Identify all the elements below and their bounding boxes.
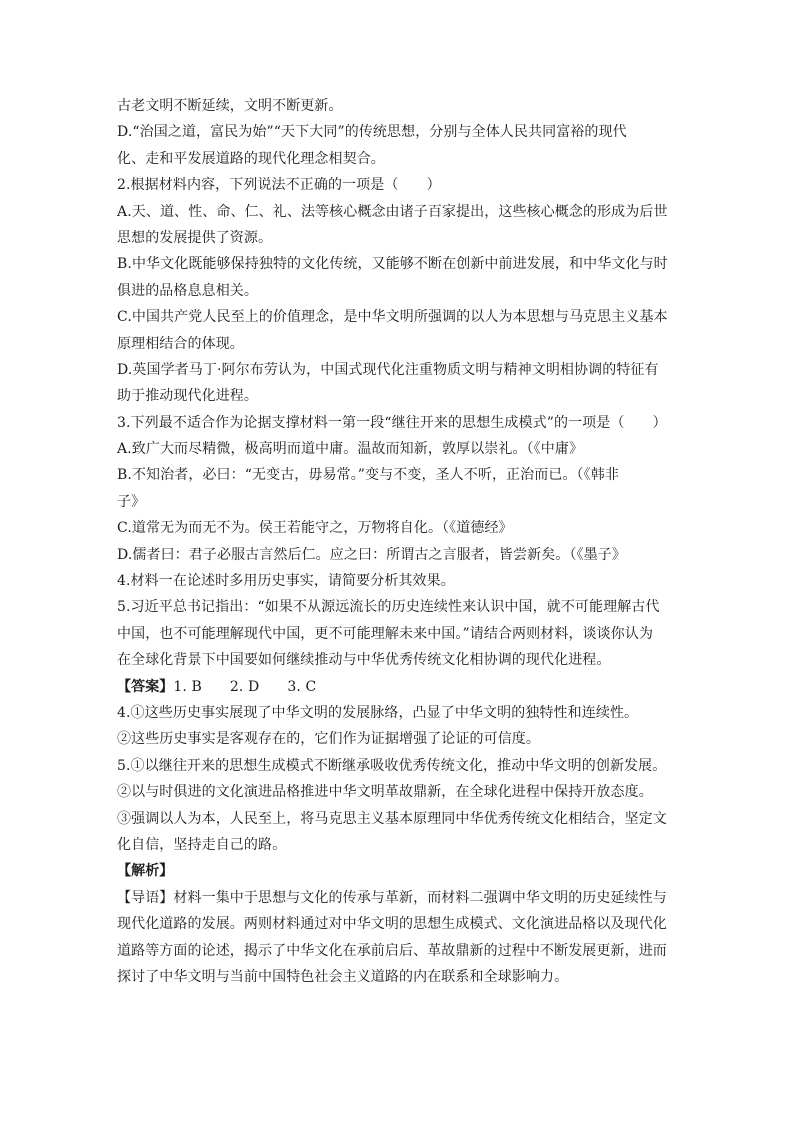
answer-item: 1. B [173,678,202,695]
answer-5-point-2: ②以与时俱进的文化演进品格推进中华文明革故鼎新，在全球化进程中保持开放态度。 [117,784,653,801]
text-line: 化、走和平发展道路的现代化理念相契合。 [117,150,385,167]
option-a-line: A.致广大而尽精微，极高明而道中庸。温故而知新，敦厚以崇礼。（《中庸》 [117,441,584,458]
text-line: 原理相结合的体现。 [117,335,244,352]
answer-4-point-2: ②这些历史事实是客观存在的，它们作为证据增强了论证的可信度。 [117,731,540,748]
option-c-line: C.中国共产党人民至上的价值理念，是中华文明所强调的以人为本思想与马克思主义基本 [117,309,668,326]
text-line: 现代化道路的发展。两则材料通过对中华文明的思想生成模式、文化演进品格以及现代化 [117,916,667,933]
option-d-line: D.儒者曰：君子必服古言然后仁。应之曰：所谓古之言服者，皆尝新矣。（《墨子》 [117,546,626,563]
option-d-line: D.英国学者马丁·阿尔布劳认为，中国式现代化注重物质文明与精神文明相协调的特征有 [117,361,659,378]
document-body [117,93,677,990]
text-line: 化自信，坚持走自己的路。 [117,836,287,853]
question-3: 3.下列最不适合作为论据支撑材料一第一段“继往开来的思想生成模式”的一项是（ ） [117,414,667,431]
text-line: D.“治国之道，富民为始”“天下大同”的传统思想，分别与全体人民共同富裕的现代 [117,124,627,141]
question-2: 2.根据材料内容，下列说法不正确的一项是（ ） [117,177,441,194]
option-c-line: C.道常无为而无不为。侯王若能守之，万物将自化。（《道德经》 [117,520,513,537]
answer-item: 3. C [287,678,317,695]
question-4: 4.材料一在论述时多用历史事实，请简要分析其效果。 [117,573,455,590]
option-a-line: A.天、道、性、命、仁、礼、法等核心概念由诸子百家提出，这些核心概念的形成为后世 [117,203,668,220]
text-line: 俱进的品格息息相关。 [117,282,258,299]
text-line: 道路等方面的论述，揭示了中华文化在承前启后、革故鼎新的过程中不断发展更新，进而 [117,942,667,959]
intro-line: 【导语】材料一集中于思想与文化的传承与革新，而材料二强调中华文明的历史延续性与 [117,889,667,906]
answer-5-point-3: ③强调以人为本，人民至上，将马克思主义基本原理同中华优秀传统文化相结合，坚定文 [117,810,667,827]
option-b-line: B.不知治者，必曰：“无变古，毋易常。”变与不变，圣人不听，正治而已。（《韩非 [117,467,619,484]
text-line: 子》 [117,493,146,510]
question-5: 5.习近平总书记指出：“如果不从源远流长的历史连续性来认识中国，就不可能理解古代 [117,599,660,616]
text-line: 古老文明不断延续，文明不断更新。 [117,98,343,114]
answer-4-point-1: 4.①这些历史事实展现了中华文明的发展脉络，凸显了中华文明的独特性和连续性。 [117,704,639,721]
analysis-label: 【解析】 [117,863,174,880]
answer-item: 2. D [229,678,260,695]
answer-5-point-1: 5.①以继往开来的思想生成模式不断继承吸收优秀传统文化，推动中华文明的创新发展。 [117,757,667,774]
answer-label: 【答案】 [117,678,174,695]
text-line: 探讨了中华文明与当前中国特色社会主义道路的内在联系和全球影响力。 [117,968,569,985]
text-line: 助于推动现代化进程。 [117,388,258,405]
answer-line [117,674,677,700]
option-b-line: B.中华文化既能够保持独特的文化传统，又能够不断在创新中前进发展，和中华文化与时 [117,256,668,273]
text-line: 思想的发展提供了资源。 [117,229,273,246]
text-line: 在全球化背景下中国要如何继续推动与中华优秀传统文化相协调的现代化进程。 [117,652,611,669]
text-line: 中国，也不可能理解现代中国，更不可能理解未来中国。”请结合两则材料，谈谈你认为 [117,625,654,642]
